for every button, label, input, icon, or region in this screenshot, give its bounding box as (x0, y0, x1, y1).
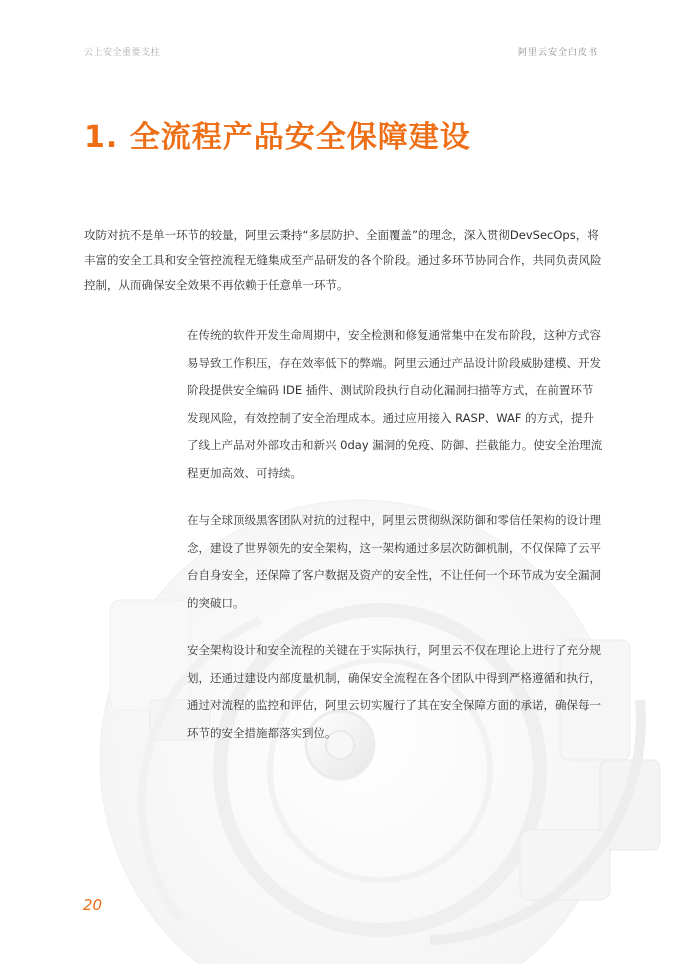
header-section-label: 云上安全重要支柱 (84, 48, 161, 58)
header-document-title: 阿里云安全白皮书 (517, 48, 598, 58)
body-paragraph-3: 安全架构设计和安全流程的关键在于实际执行，阿里云不仅在理论上进行了充分规划，还通过建设内部度量机制，确保安全流程在各个团队中得到严格遵循和执行，通过对流程的监控和评估，阿里云切实履行了其在安全保障方面的承诺，确保每一环节的安全措施都落实到位。 (187, 643, 601, 740)
body-paragraph-2: 在与全球顶级黑客团队对抗的过程中，阿里云贯彻纵深防御和零信任架构的设计理念，建设了世界领先的安全架构，这一架构通过多层次防御机制，不仅保障了云平台自身安全，还保障了客户数据及资产的安全性，不让任何一个环节成为安全漏洞的突破口。 (187, 513, 601, 610)
section-title: 1. 全流程产品安全保障建设 (84, 120, 471, 155)
body-text-block (187, 322, 603, 767)
intro-paragraph: 攻防对抗不是单一环节的较量，阿里云秉持“多层防护、全面覆盖”的理念，深入贯彻DevSecOps，将丰富的安全工具和安全管控流程无缝集成至产品研发的各个阶段。通过多环节协同合作，共同负责风险控制，从而确保安全效果不再依赖于任意单一环节。 (84, 228, 602, 292)
page-number: 20 (83, 896, 103, 914)
body-paragraph-1: 在传统的软件开发生命周期中，安全检测和修复通常集中在发布阶段，这种方式容易导致工作积压，存在效率低下的弊端。阿里云通过产品设计阶段威胁建模、开发阶段提供安全编码 IDE 插件、测试阶段执行自动化漏洞扫描等方式，在前置环节发现风险，有效控制了安全治理成本。通过应用接入 RASP、WAF 的方式，提升了线上产品对外部攻击和新兴 0day 漏洞的免疫、防御、拦截能力。使安全治理流程更加高效、可持续。 (187, 328, 603, 480)
